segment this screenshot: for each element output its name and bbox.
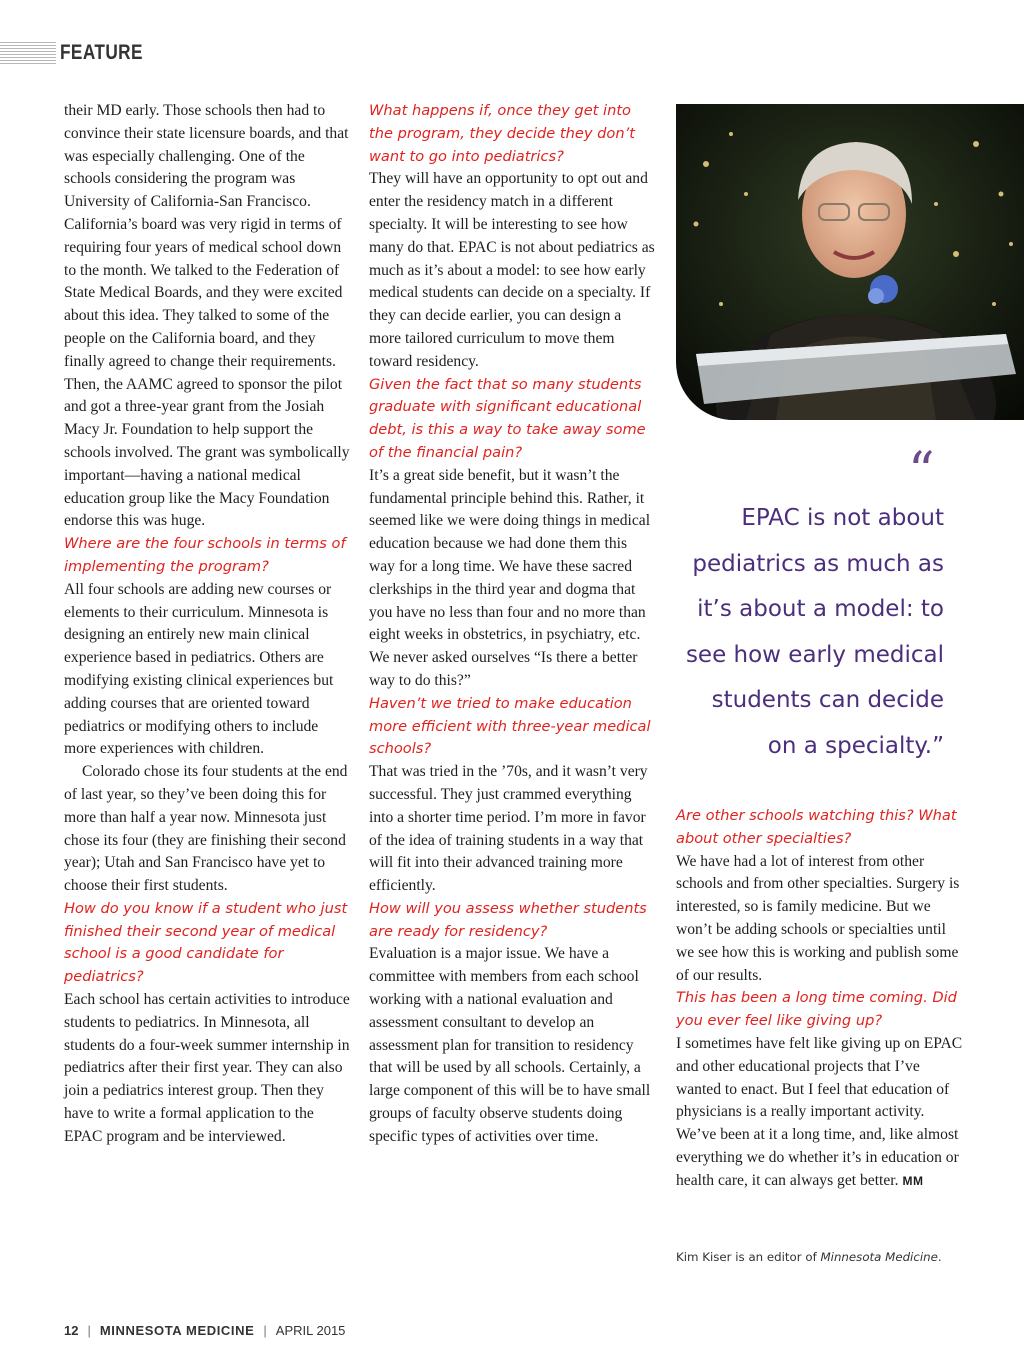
body-paragraph: Colorado chose its four students at the end of last year, so they’ve been doing this for more than half a year now. Minnesota just chose its four (they are finishing their second year); Utah and San Francisco have yet to choose their first students. <box>64 763 348 895</box>
footer-date: APRIL 2015 <box>275 1323 346 1338</box>
question-heading: How will you assess whether students are ready for residency? <box>369 899 647 940</box>
column-2 <box>369 100 655 1149</box>
header-rule-lines <box>0 42 56 64</box>
body-paragraph: We have had a lot of interest from other schools and from other specialties. Surgery is interested, so is family medicine. But we won’t be adding schools or specialties until we see how this is working and publish some of our results. <box>676 852 960 984</box>
section-header <box>0 38 161 68</box>
section-label: FEATURE <box>60 41 143 64</box>
column-3 <box>676 805 966 1193</box>
footer-divider-1: | <box>87 1323 91 1338</box>
footer-divider-2: | <box>263 1323 267 1338</box>
body-paragraph: They will have an opportunity to opt out and enter the residency match in a different specialty. It will be interesting to see how many do that. EPAC is not about pediatrics as much as it’s about a model: to see how early medical students can decide on a specialty. If they can decide earlier, you can design a more tailored curriculum to move them toward residency. <box>369 170 655 370</box>
credit-suffix: . <box>937 1250 942 1264</box>
body-paragraph: That was tried in the ’70s, and it wasn’t very successful. They just crammed everything into a shorter time period. I’m more in favor of the idea of training students in a way that will fit into their advanced training more efficiently. <box>369 763 648 895</box>
credit-publication: Minnesota Medicine <box>820 1250 938 1264</box>
body-paragraph: All four schools are adding new courses or elements to their curriculum. Minnesota is designing an entirely new main clinical experience based in pediatrics. Others are modifying existing clinical experiences but adding courses that are oriented toward pediatrics or modifying others to include more experiences with children. <box>64 580 334 758</box>
body-paragraph: Each school has certain activities to introduce students to pediatrics. In Minnesota, all students do a four-week summer internship in pediatrics after their first year. They can also join a pediatrics interest group. Then they have to write a formal application to the EPAC program and be interviewed. <box>64 991 350 1145</box>
question-heading: This has been a long time coming. Did you ever feel like giving up? <box>676 989 957 1030</box>
page-footer <box>64 1323 345 1338</box>
question-heading: Given the fact that so many students graduate with significant educational debt, is this a way to take away some of the financial pain? <box>369 375 646 461</box>
credit-prefix: Kim Kiser is an editor of <box>676 1250 821 1264</box>
body-paragraph: their MD early. Those schools then had to convince their state licensure boards, and that was especially challenging. One of the schools considering the program was University of California-San Francisco. California’s board was very rigid in terms of requiring four years of medical school down to the month. We talked to the Federation of State Medical Boards, and they were excited about this idea. They talked to some of the people on the California board, and they finally agreed to change their requirements. Then, the AAMC agreed to sponsor the pilot and got a three-year grant from the Josiah Macy Jr. Foundation to help support the schools involved. The grant was symbolically important—having a national medical education group like the Macy Foundation endorse this was huge. <box>64 102 350 530</box>
pullquote-mark: “ <box>908 442 935 502</box>
body-paragraph: Evaluation is a major issue. We have a committee with members from each school working with a national evaluation and assessment consultant to develop an assessment plan for transition to residency that will be used by all schools. Certainly, a large component of this will be to have small groups of faculty observe students doing specific types of activities over time. <box>369 945 651 1145</box>
author-credit <box>676 1250 942 1264</box>
column-1 <box>64 100 350 1149</box>
question-heading: What happens if, once they get into the program, they decide they don’t want to go into pediatrics? <box>369 102 635 165</box>
question-heading: How do you know if a student who just finished their second year of medical school is a good candidate for pediatrics? <box>64 899 348 986</box>
page-number: 12 <box>64 1323 79 1338</box>
end-mark: MM <box>902 1173 924 1188</box>
pullquote: EPAC is not about pediatrics as much as it’s about a model: to see how early medical students can decide on a specialty.” <box>685 505 944 759</box>
question-heading: Haven’t we tried to make education more efficient with three-year medical schools? <box>369 694 651 758</box>
question-heading: Where are the four schools in terms of implementing the program? <box>64 535 346 575</box>
speaker-at-podium-photo <box>676 104 1024 420</box>
footer-publication: MINNESOTA MEDICINE <box>99 1323 255 1338</box>
body-paragraph: It’s a great side benefit, but it wasn’t the fundamental principle behind this. Rather, it seemed like we were doing things in medical education because we had done them this way for a long time. We have these sacred clerkships in the third year and dogma that you have no less than four and no more than eight weeks in obstetrics, in psychiatry, etc. We never asked ourselves “Is there a better way to do this?” <box>369 466 651 689</box>
body-paragraph: I sometimes have felt like giving up on EPAC and other educational projects that I’ve wanted to enact. But I feel that education of physicians is a really important activity. We’ve been at it a long time, and, like almost everything we do whether it’s in education or health care, it can always get better. MM <box>676 1034 963 1189</box>
question-heading: Are other schools watching this? What about other specialties? <box>676 807 957 847</box>
